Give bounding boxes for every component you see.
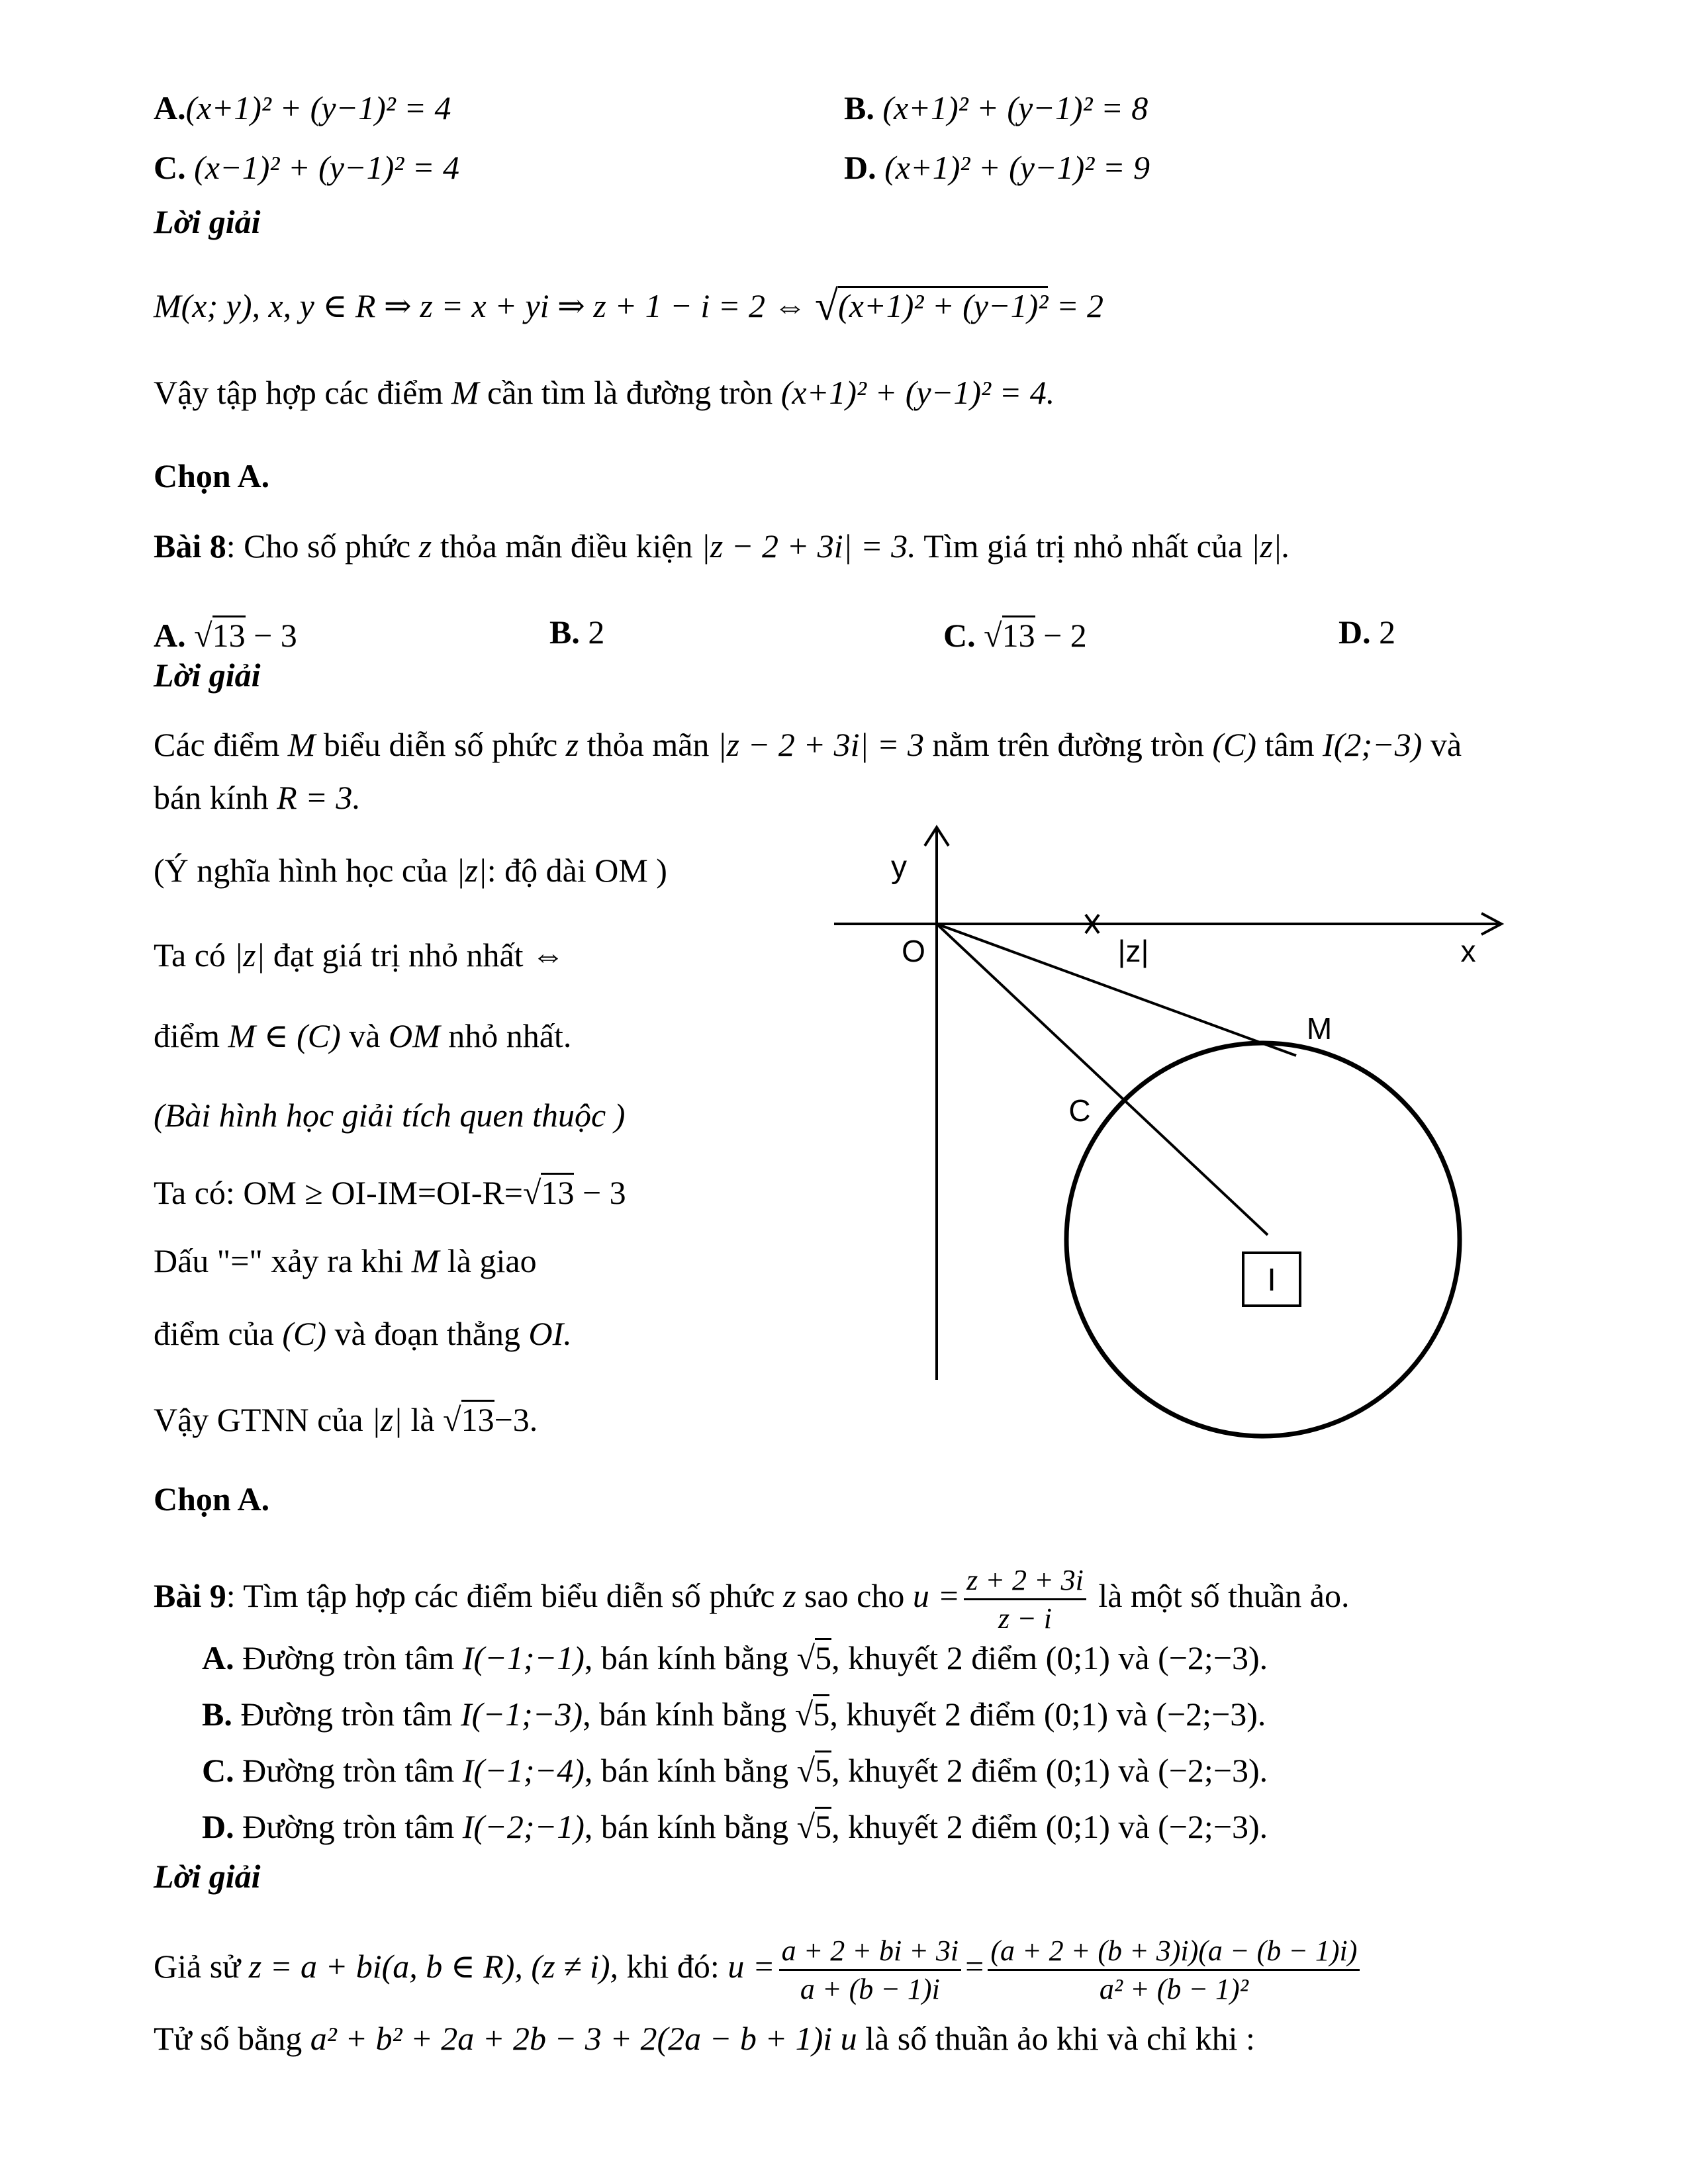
prev-option-b: B. (x+1)² + (y−1)² = 8 xyxy=(844,89,1149,126)
bai8-option-d: D. 2 xyxy=(1338,614,1396,651)
absz-label: |z| xyxy=(1117,934,1149,968)
bai8-geom-5: Ta có: OM ≥ OI-IM=OI-R=√13 − 3 xyxy=(154,1174,626,1211)
y-label: y xyxy=(891,850,907,885)
sol7-conclusion: Vậy tập hợp các điểm M cần tìm là đường tròn (x+1)² + (y−1)² = 4. xyxy=(154,374,1055,411)
prev-option-d: D. (x+1)² + (y−1)² = 9 xyxy=(844,149,1150,186)
bai9-fraction: $\frac{z + 2 + 3i}{z - i}$ xyxy=(964,1562,1086,1637)
bai9-heading: Lời giải xyxy=(154,1858,261,1895)
bai8-option-a: A. √13 − 3 xyxy=(154,617,297,654)
bai9-option-a: A. Đường tròn tâm I(−1;−1), bán kính bằng √5, khuyết 2 điểm (0;1) và (−2;−3). xyxy=(202,1639,1268,1676)
bai9-fraction-2: $\frac{(a + 2 + (b + 3)i)(a - (b - 1)i)}{\text{a² + (b − 1)²}}$ xyxy=(988,1933,1360,2007)
x-label: x xyxy=(1460,934,1476,968)
bai9-question: Bài 9: Tìm tập hợp các điểm biểu diễn số phức z sao cho u = $\frac{z + 2 + 3i}{z - i}$ là một số thuần ảo. xyxy=(154,1562,1349,1637)
bai9-sol-line2: Tử số bằng a² + b² + 2a + 2b − 3 + 2(2a − b + 1)i u là số thuần ảo khi và chỉ khi : xyxy=(154,2020,1255,2057)
bai8-sol-line1: Các điểm M biểu diễn số phức z thỏa mãn |z − 2 + 3i| = 3 nằm trên đường tròn (C) tâm I(2;−3) và xyxy=(154,726,1462,763)
segment-oi xyxy=(937,924,1268,1235)
bai8-choose: Chọn A. xyxy=(154,1480,270,1518)
center-i-label: I xyxy=(1267,1263,1276,1298)
point-m-label: M xyxy=(1306,1011,1333,1046)
prev-option-a: A.(x+1)² + (y−1)² = 4 xyxy=(154,89,451,126)
bai8-geom-1: (Ý nghĩa hình học của |z|: độ dài OM ) xyxy=(154,852,667,889)
bai8-geom-7: điểm của (C) và đoạn thẳng OI. xyxy=(154,1315,572,1352)
bai9-option-d: D. Đường tròn tâm I(−2;−1), bán kính bằng √5, khuyết 2 điểm (0;1) và (−2;−3). xyxy=(202,1808,1268,1845)
bai8-question: Bài 8: Cho số phức z thỏa mãn điều kiện |z − 2 + 3i| = 3. Tìm giá trị nhỏ nhất của |z|. xyxy=(154,527,1290,565)
bai8-heading: Lời giải xyxy=(154,657,261,694)
sol7-derivation: M(x; y), x, y ∈ R ⇒ z = x + yi ⇒ z + 1 − i = 2 ⇔ √(x+1)² + (y−1)² = 2 xyxy=(154,282,1104,329)
bai8-option-b: B. 2 xyxy=(549,614,605,651)
sol7-choose: Chọn A. xyxy=(154,457,270,494)
bai8-geom-2: Ta có |z| đạt giá trị nhỏ nhất ⇔ xyxy=(154,936,565,974)
sol7-heading: Lời giải xyxy=(154,203,261,240)
bai8-geom-4: (Bài hình học giải tích quen thuộc ) xyxy=(154,1097,626,1134)
point-c-label: C xyxy=(1068,1093,1091,1128)
bai8-option-c: C. √13 − 2 xyxy=(943,617,1087,654)
bai8-sol-line2: bán kính R = 3. xyxy=(154,779,361,816)
bai8-geom-8: Vậy GTNN của |z| là √13−3. xyxy=(154,1401,538,1438)
bai9-option-b: B. Đường tròn tâm I(−1;−3), bán kính bằng √5, khuyết 2 điểm (0;1) và (−2;−3). xyxy=(202,1696,1266,1733)
sqrt-sign: √ xyxy=(815,282,839,329)
bai9-option-c: C. Đường tròn tâm I(−1;−4), bán kính bằng √5, khuyết 2 điểm (0;1) và (−2;−3). xyxy=(202,1752,1268,1789)
bai9-sol-line1: Giả sử z = a + bi(a, b ∈ R), (z ≠ i), khi đó: u = $\frac{a + 2 + bi + 3i}{a + (b - 1)i}$ = $\frac{(a + 2 + (b + 3)i)(a - (b - 1)i)}{\text{a² + (b − 1)²}}$ xyxy=(154,1933,1364,2007)
bai8-geom-3: điểm M ∈ (C) và OM nhỏ nhất. xyxy=(154,1017,572,1054)
bai9-fraction-1: $\frac{a + 2 + bi + 3i}{a + (b - 1)i}$ xyxy=(779,1933,962,2007)
prev-option-c: C. (x−1)² + (y−1)² = 4 xyxy=(154,149,460,186)
bai8-geom-6: Dấu "=" xảy ra khi M là giao xyxy=(154,1242,537,1279)
segment-om xyxy=(937,924,1296,1056)
origin-label: O xyxy=(902,934,925,968)
